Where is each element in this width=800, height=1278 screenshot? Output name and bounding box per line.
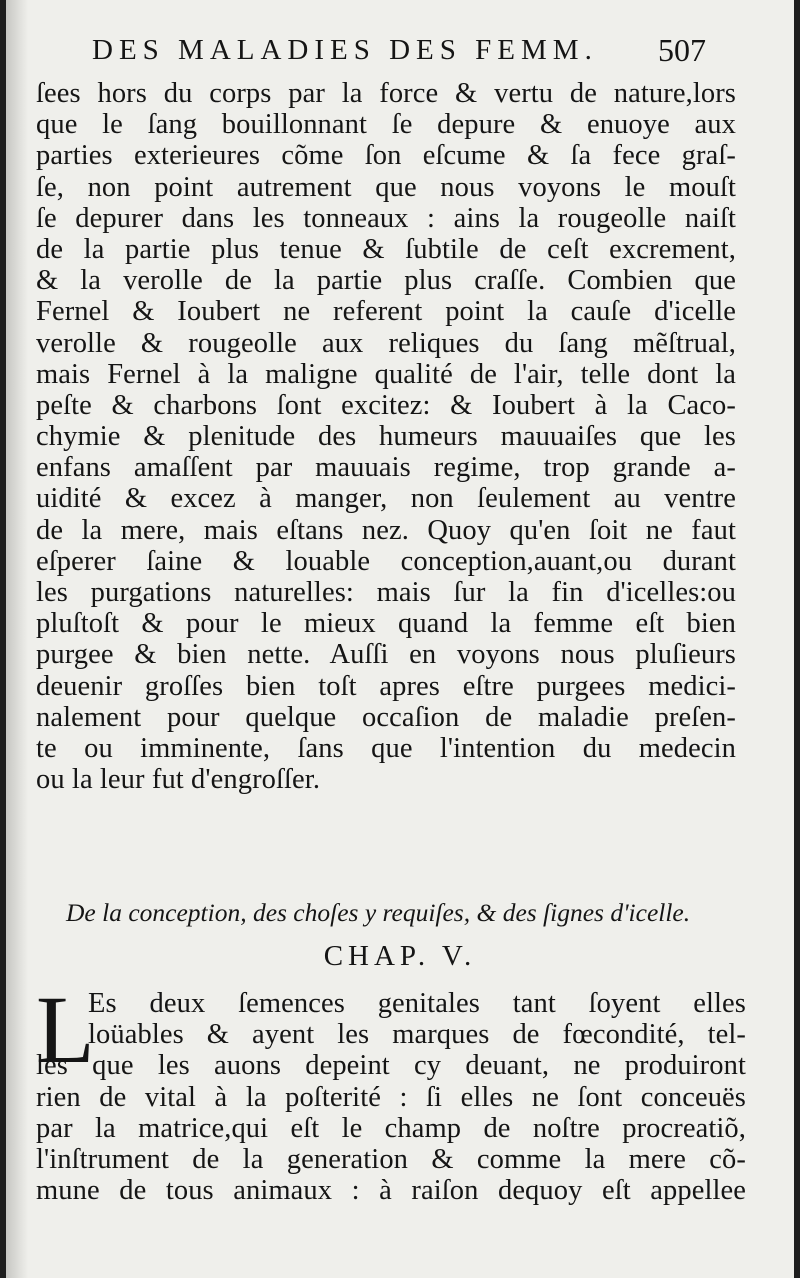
text-line: mais Fernel à la maligne qualité de l'air, telle dont la — [36, 358, 736, 390]
text-line: uidité & excez à manger, non ſeulement au ventre — [36, 483, 736, 515]
chapter-heading: CHAP. V. — [323, 940, 477, 972]
text-line: & la verolle de la partie plus craſſe. Combien que — [36, 265, 736, 297]
running-title: DES MALADIES DES FEMM. — [92, 34, 598, 66]
text-line: ſe, non point autrement que nous voyons le mouſt — [36, 171, 736, 203]
text-line: pluſtoſt & pour le mieux quand la femme eſt bien — [36, 608, 736, 640]
text-line: mune de tous animaux : à raiſon dequoy eſt appellee — [36, 1175, 746, 1207]
drop-cap: L — [36, 976, 95, 1083]
section-subtitle: De la conception, des choſes y requiſes, & des ſignes d'icelle. — [66, 898, 691, 927]
text-line: ou la leur fut d'engroſſer. — [36, 764, 321, 796]
text-line: l'inſtrument de la generation & comme la mere cõ- — [36, 1143, 746, 1175]
text-line: les que les auons depeint cy deuant, ne produiront — [36, 1050, 746, 1082]
text-line: verolle & rougeolle aux reliques du ſang mẽſtrual, — [36, 327, 736, 359]
text-line: enfans amaſſent par mauuais regime, trop grande a- — [36, 452, 736, 484]
text-line: les purgations naturelles: mais ſur la fin d'icelles:ou — [36, 577, 736, 608]
text-line: parties exterieures cõme ſon eſcume & ſa fece graſ- — [36, 140, 736, 172]
text-line: eſperer ſaine & louable conception,auant,ou durant — [36, 545, 736, 577]
body-text — [36, 78, 736, 795]
page-header — [6, 26, 794, 76]
text-line: purgee & bien nette. Auſſi en voyons nous pluſieurs — [36, 639, 736, 671]
text-line: peſte & charbons ſont excitez: & Ioubert à la Caco- — [36, 389, 736, 421]
book-page — [6, 0, 794, 1278]
text-line: loüables & ayent les marques de fœcondité, tel- — [88, 1019, 746, 1051]
text-line: de la partie plus tenue & ſubtile de ceſt excrement, — [36, 233, 736, 265]
text-line: te ou imminente, ſans que l'intention du medecin — [36, 732, 736, 764]
text-line: rien de vital à la poſterité : ſi elles ne ſont conceuës — [36, 1081, 746, 1113]
text-line: deuenir groſſes bien toſt apres eſtre purgees medici- — [36, 670, 736, 702]
text-line: ſees hors du corps par la force & vertu de nature,lors — [36, 78, 736, 109]
text-line: de la mere, mais eſtans nez. Quoy qu'en ſoit ne faut — [36, 514, 736, 546]
page-number: 507 — [658, 32, 706, 68]
text-line: ſe depurer dans les tonneaux : ains la rougeolle naiſt — [36, 202, 736, 234]
text-line: par la matrice,qui eſt le champ de noſtre procreatiõ, — [36, 1112, 746, 1144]
text-line: chymie & plenitude des humeurs mauuaiſes que les — [36, 421, 736, 453]
text-line: nalement pour quelque occaſion de maladie preſen- — [36, 701, 736, 733]
text-line: Fernel & Ioubert ne referent point la cauſe d'icelle — [36, 296, 736, 328]
text-line: que le ſang bouillonnant ſe depure & enuoye aux — [36, 109, 736, 141]
chapter-text — [36, 976, 746, 1207]
text-line: Es deux ſemences genitales tant ſoyent elles — [88, 988, 746, 1019]
